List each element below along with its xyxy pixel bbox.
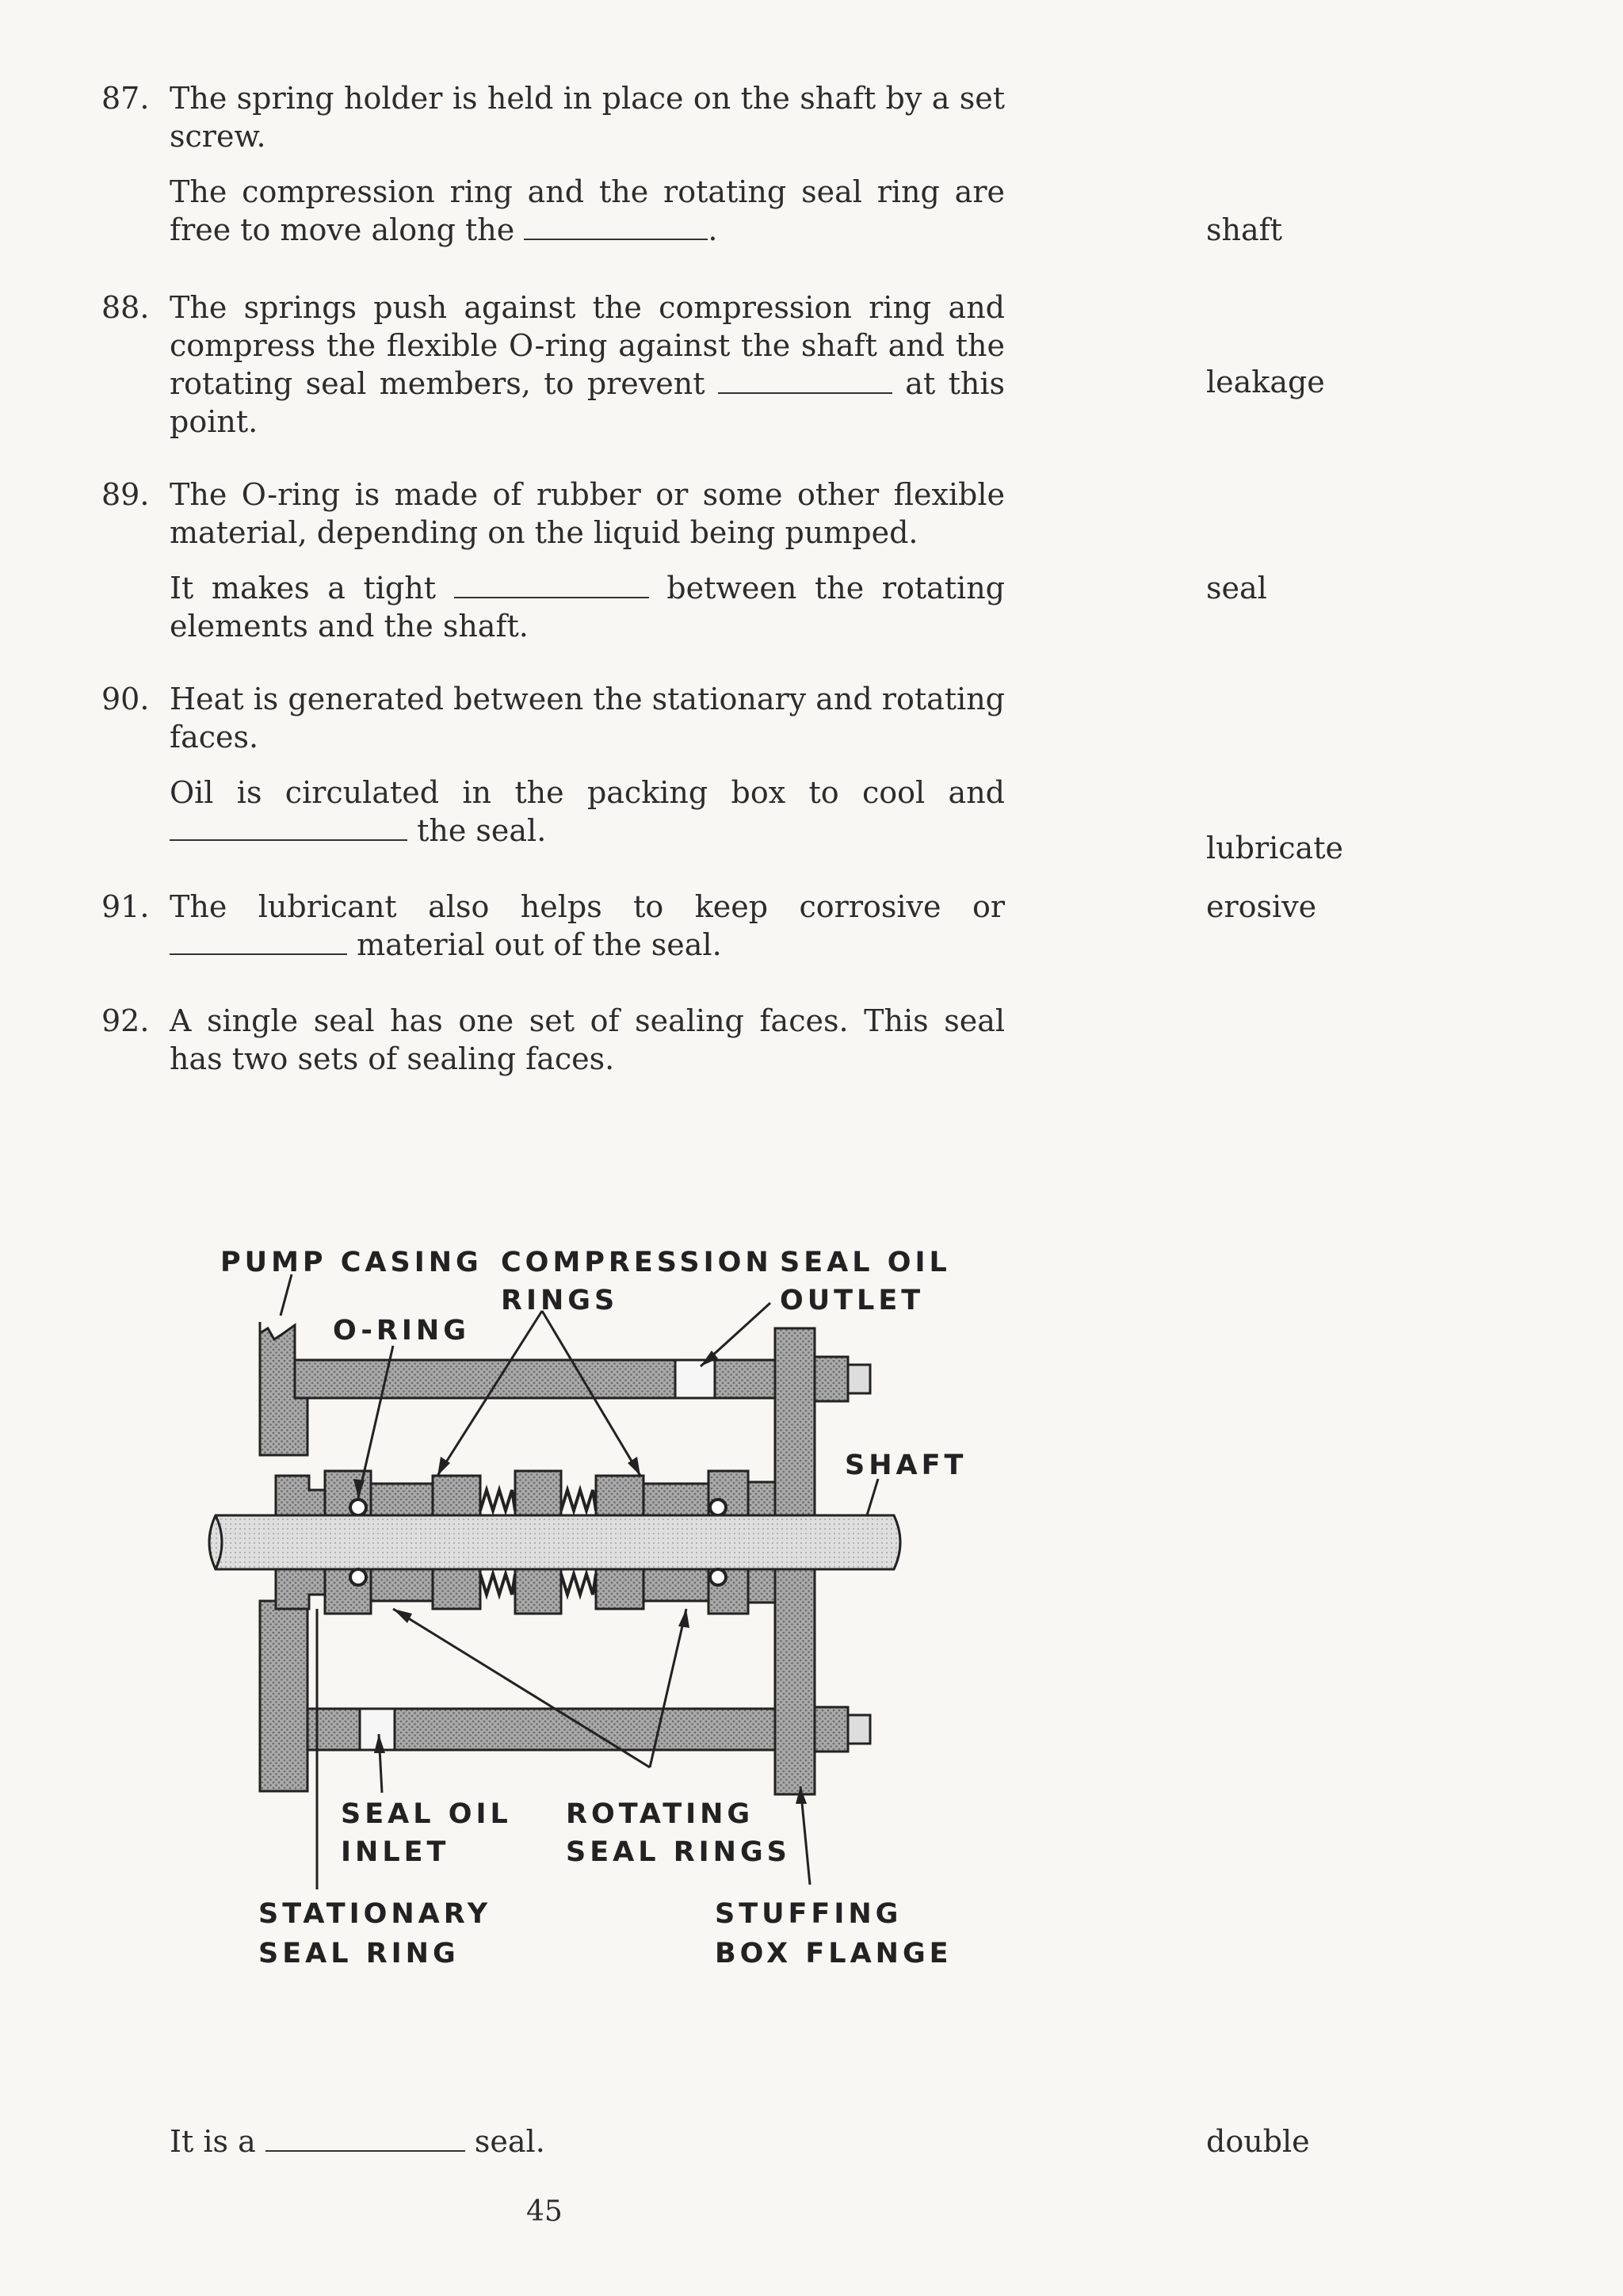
spring-holder-upper	[433, 1476, 480, 1515]
answer-text: erosive	[1206, 889, 1317, 924]
bolt-lower	[815, 1707, 848, 1752]
label-rotating-1: ROTATING	[566, 1798, 754, 1830]
label-compression-1: COMPRESSION	[501, 1247, 773, 1278]
compression-ring-upper-left	[371, 1484, 436, 1515]
casing-inner-wall	[307, 1398, 333, 1455]
label-stuffing-1: STUFFING	[715, 1898, 903, 1930]
spring-upper-left	[480, 1490, 515, 1511]
question-text: Heat is generated between the stationary and rotating faces.	[170, 682, 1005, 755]
question-text: the seal.	[407, 813, 547, 848]
question-text: The springs push against the compression ring and compress the flexible O-ring against the shaft and the rotating seal members, to prevent	[170, 290, 1005, 401]
leader-shaft	[867, 1479, 878, 1515]
label-compression-2: RINGS	[501, 1285, 619, 1316]
question-text: A single seal has one set of sealing faces. This seal has two sets of sealing faces.	[170, 1003, 1005, 1076]
flange-lip-upper	[748, 1482, 775, 1515]
answer-text: lubricate	[1206, 831, 1343, 865]
spring-holder-upper-right	[596, 1476, 643, 1515]
compression-ring-lower-right	[643, 1569, 708, 1601]
pump-casing-lower	[260, 1601, 307, 1791]
label-rotating-2: SEAL RINGS	[566, 1836, 791, 1868]
final-answer: double	[1206, 2124, 1310, 2159]
question-text: at this point.	[170, 366, 1005, 439]
label-o-ring: O-RING	[333, 1315, 470, 1347]
label-seal-oil-inlet-1: SEAL OIL	[341, 1798, 512, 1830]
spring-holder-lower	[433, 1569, 480, 1609]
stationary-seal-ring-upper	[276, 1476, 325, 1515]
page-number: 45	[526, 2195, 563, 2228]
question-number: 88.	[101, 290, 150, 325]
spring-lower-left	[480, 1574, 515, 1595]
arrowhead-rotating-left	[393, 1609, 412, 1623]
o-ring-upper-right	[710, 1499, 726, 1515]
label-shaft: SHAFT	[845, 1450, 968, 1481]
question-number: 91.	[101, 889, 150, 924]
question-text: .	[708, 212, 718, 247]
bolt-upper	[815, 1357, 848, 1401]
answer-text: leakage	[1206, 365, 1325, 399]
question-number: 92.	[101, 1003, 150, 1038]
spring-holder-lower-right	[596, 1569, 643, 1609]
final-question	[101, 2122, 1005, 2160]
arrowhead-rotating-right	[678, 1609, 689, 1628]
question-text: The spring holder is held in place on the shaft by a set screw.	[170, 81, 1005, 154]
answer-blank	[265, 2126, 465, 2152]
question-text: The lubricant also helps to keep corrosive or	[170, 889, 1005, 924]
spring-upper-right	[561, 1490, 596, 1511]
final-question-text-before: It is a	[170, 2124, 265, 2159]
flange-lip-lower	[748, 1569, 775, 1603]
o-ring-lower-left	[350, 1569, 366, 1585]
stationary-seal-ring-lower	[276, 1569, 325, 1609]
question-text: The compression ring and the rotating seal ring are free to move along the	[170, 174, 1005, 247]
center-holder-upper	[515, 1471, 561, 1515]
bolt-upper-head	[848, 1365, 870, 1393]
question-number: 87.	[101, 81, 150, 116]
bolt-lower-head	[848, 1715, 870, 1744]
question-number: 89.	[101, 477, 150, 512]
answer-text: seal	[1206, 571, 1267, 606]
question-text: The O-ring is made of rubber or some other flexible material, depending on the liquid being pumped.	[170, 477, 1005, 550]
label-stationary-1: STATIONARY	[258, 1898, 492, 1930]
answer-text: shaft	[1206, 212, 1282, 247]
question-text: material out of the seal.	[347, 927, 722, 962]
label-seal-oil-outlet-1: SEAL OIL	[780, 1247, 951, 1278]
question-number: 90.	[101, 682, 150, 716]
seal-oil-outlet-port	[675, 1360, 715, 1398]
final-question-text-after: seal.	[464, 2124, 545, 2159]
o-ring-upper-left	[350, 1499, 366, 1515]
o-ring-lower-right	[710, 1569, 726, 1585]
shaft	[209, 1515, 900, 1569]
compression-ring-upper-right	[643, 1484, 708, 1515]
spring-lower-right	[561, 1574, 596, 1595]
question-text: Oil is circulated in the packing box to cool and	[170, 775, 1005, 810]
label-seal-oil-outlet-2: OUTLET	[780, 1285, 925, 1316]
label-pump-casing: PUMP CASING	[220, 1247, 483, 1278]
center-holder-lower	[515, 1569, 561, 1614]
label-stuffing-2: BOX FLANGE	[715, 1938, 953, 1969]
question-text: It makes a tight	[170, 571, 454, 606]
leader-pump-casing	[281, 1274, 292, 1316]
question-text: between the rotating elements and the shaft.	[170, 571, 1005, 644]
label-seal-oil-inlet-2: INLET	[341, 1836, 450, 1868]
label-stationary-2: SEAL RING	[258, 1938, 460, 1969]
compression-ring-lower-left	[371, 1569, 436, 1601]
